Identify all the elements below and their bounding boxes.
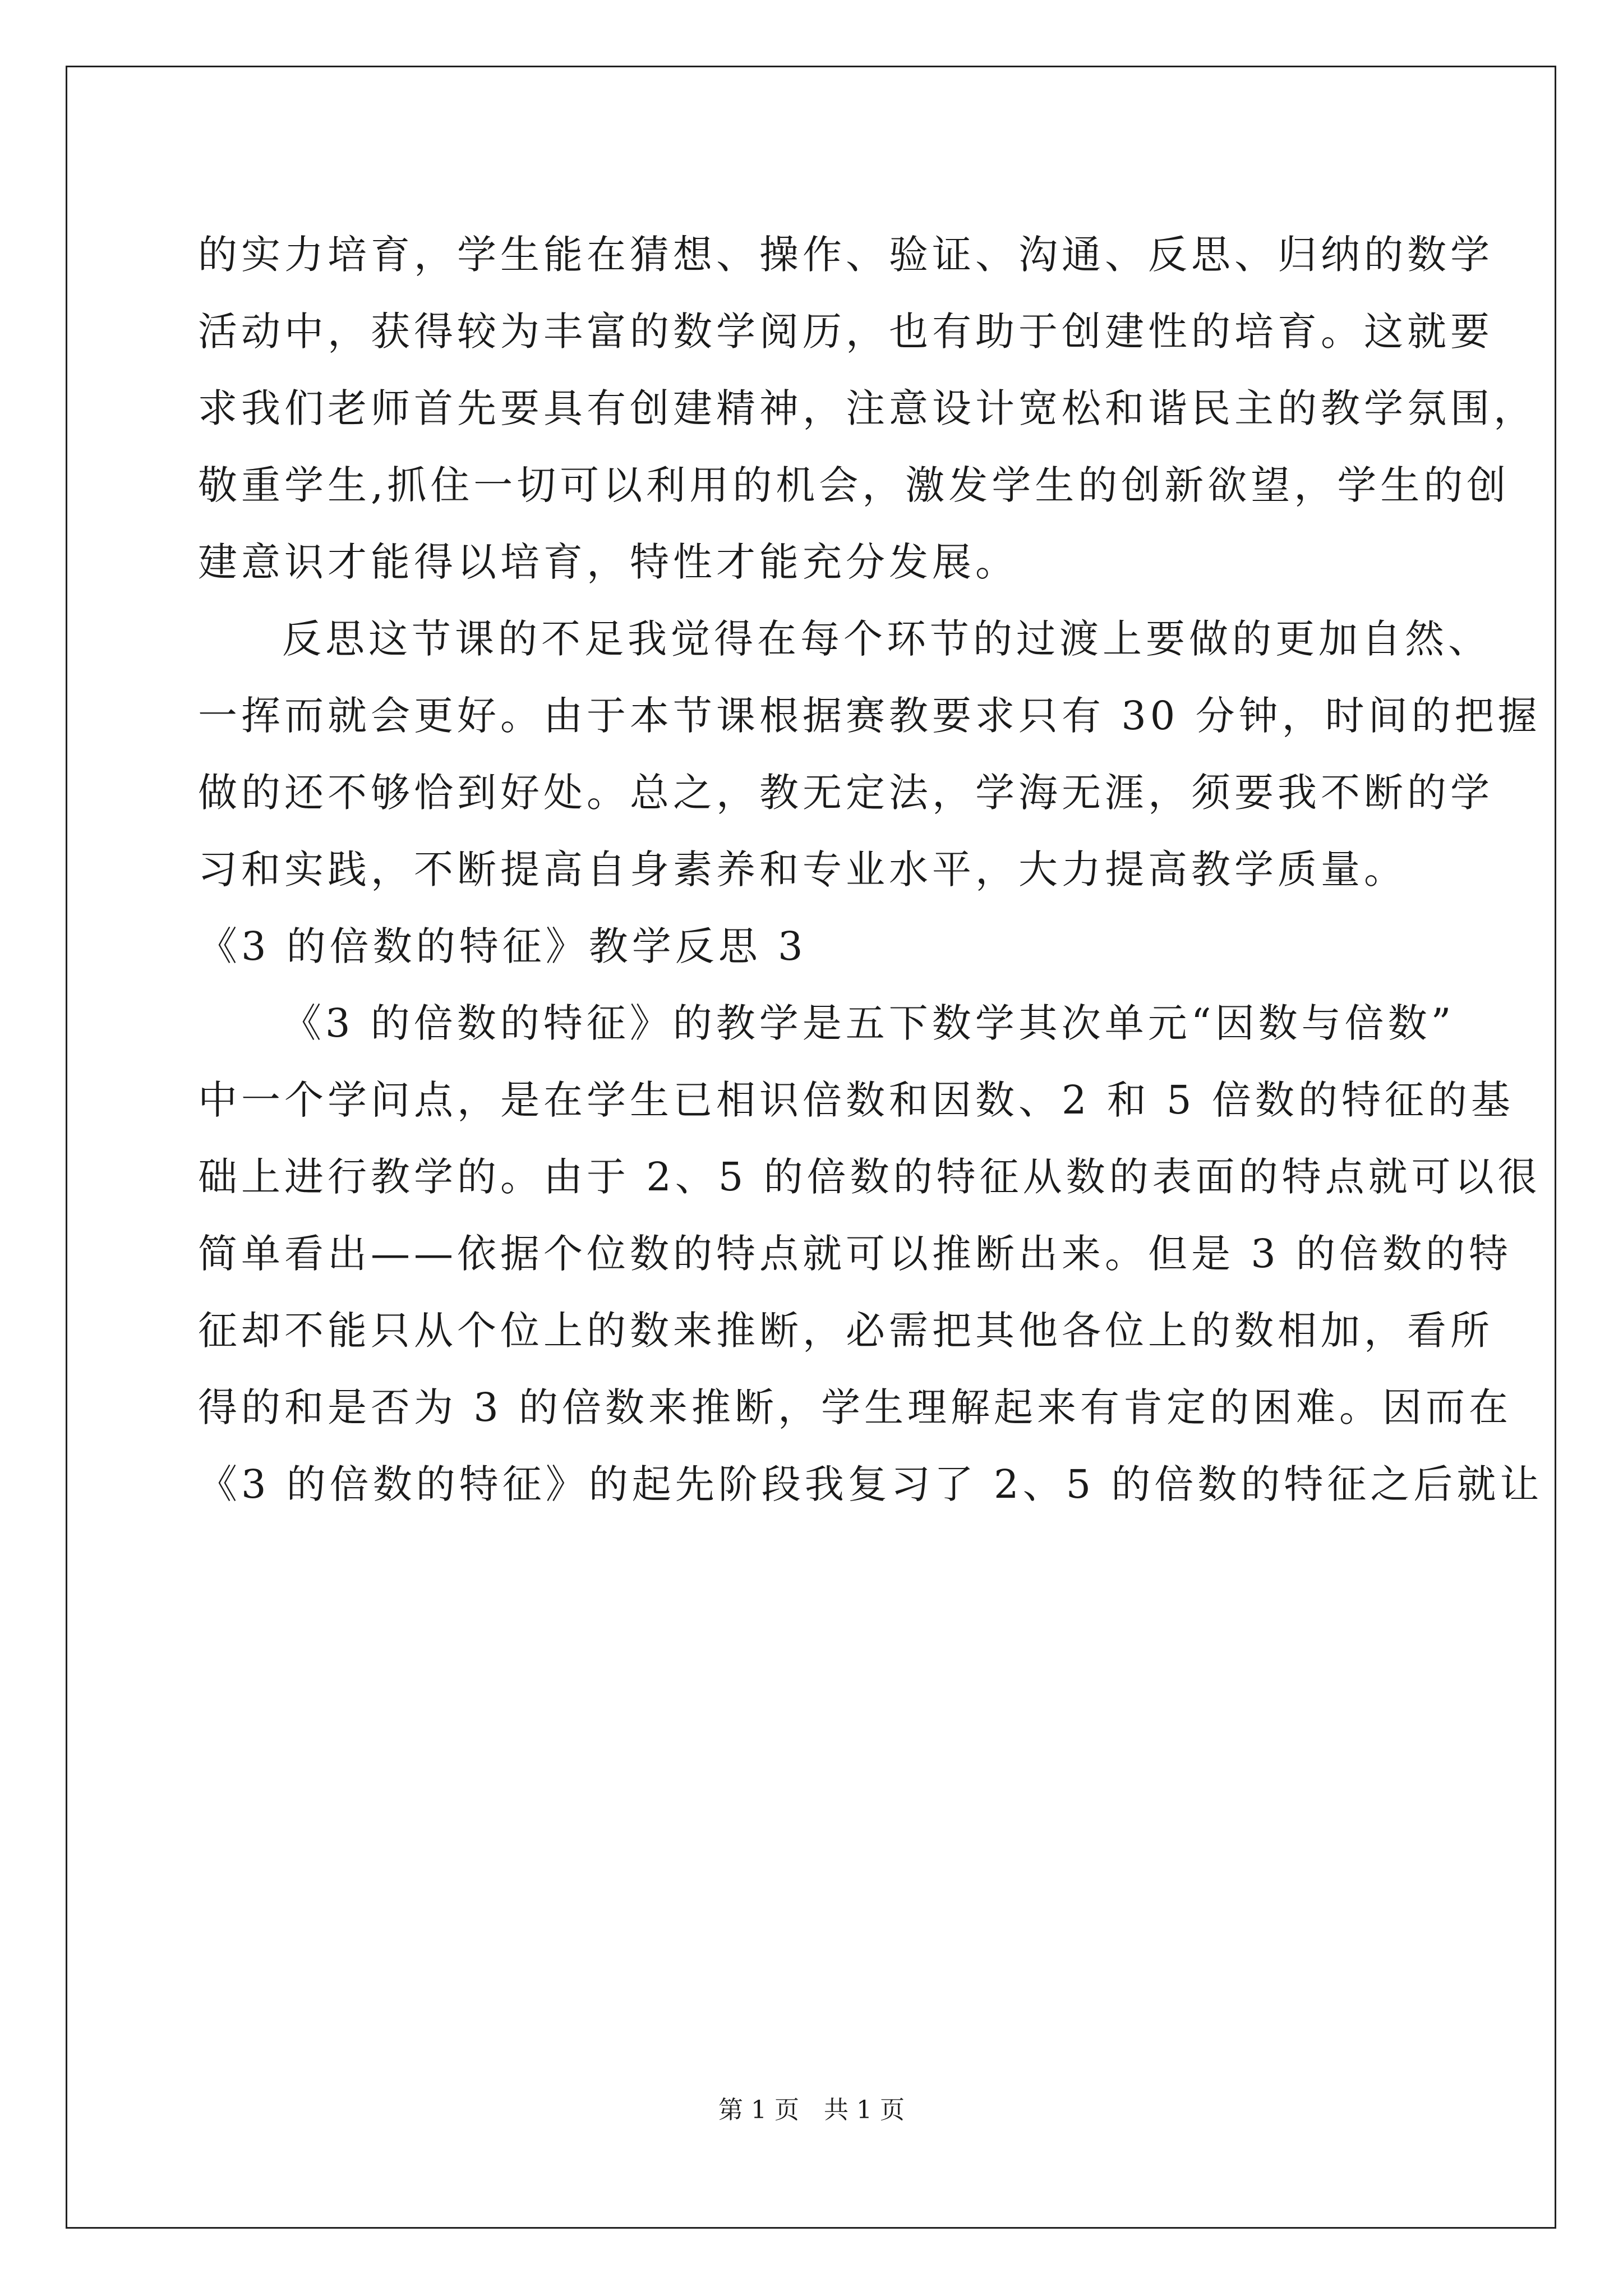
text-line: 一挥而就会更好。由于本节课根据赛教要求只有 30 分钟，时间的把握 — [198, 693, 1541, 739]
section-heading: 《3 的倍数的特征》教学反思 3 — [198, 923, 807, 969]
text-line: 征却不能只从个位上的数来推断，必需把其他各位上的数相加，看所 — [198, 1308, 1493, 1354]
text-line: 习和实践，不断提高自身素养和专业水平，大力提高教学质量。 — [198, 846, 1407, 892]
text-line: 求我们老师首先要具有创建精神，注意设计宽松和谐民主的教学氛围， — [198, 385, 1537, 431]
text-line: 敬重学生,抓住一切可以利用的机会，激发学生的创新欲望，学生的创 — [198, 462, 1510, 508]
paragraph-first-line: 《3 的倍数的特征》的教学是五下数学其次单元“因数与倍数” — [282, 1000, 1455, 1046]
text-line: 础上进行教学的。由于 2、5 的倍数的特征从数的表面的特点就可以很 — [198, 1154, 1541, 1200]
text-line: 的实力培育，学生能在猜想、操作、验证、沟通、反思、归纳的数学 — [198, 232, 1493, 278]
text-line: 中一个学问点，是在学生已相识倍数和因数、2 和 5 倍数的特征的基 — [198, 1077, 1514, 1123]
text-line: 做的还不够恰到好处。总之，教无定法，学海无涯，须要我不断的学 — [198, 770, 1493, 816]
text-line: 得的和是否为 3 的倍数来推断，学生理解起来有肯定的困难。因而在 — [198, 1384, 1513, 1430]
text-line: 简单看出——依据个位数的特点就可以推断出来。但是 3 的倍数的特 — [198, 1231, 1513, 1277]
page-number-footer: 第 1 页 共 1 页 — [718, 2096, 905, 2124]
text-line: 活动中，获得较为丰富的数学阅历，也有助于创建性的培育。这就要 — [198, 309, 1493, 355]
paragraph-first-line: 反思这节课的不足我觉得在每个环节的过渡上要做的更加自然、 — [282, 616, 1491, 662]
text-line: 《3 的倍数的特征》的起先阶段我复习了 2、5 的倍数的特征之后就让 — [198, 1461, 1543, 1507]
text-line: 建意识才能得以培育，特性才能充分发展。 — [198, 539, 1018, 585]
